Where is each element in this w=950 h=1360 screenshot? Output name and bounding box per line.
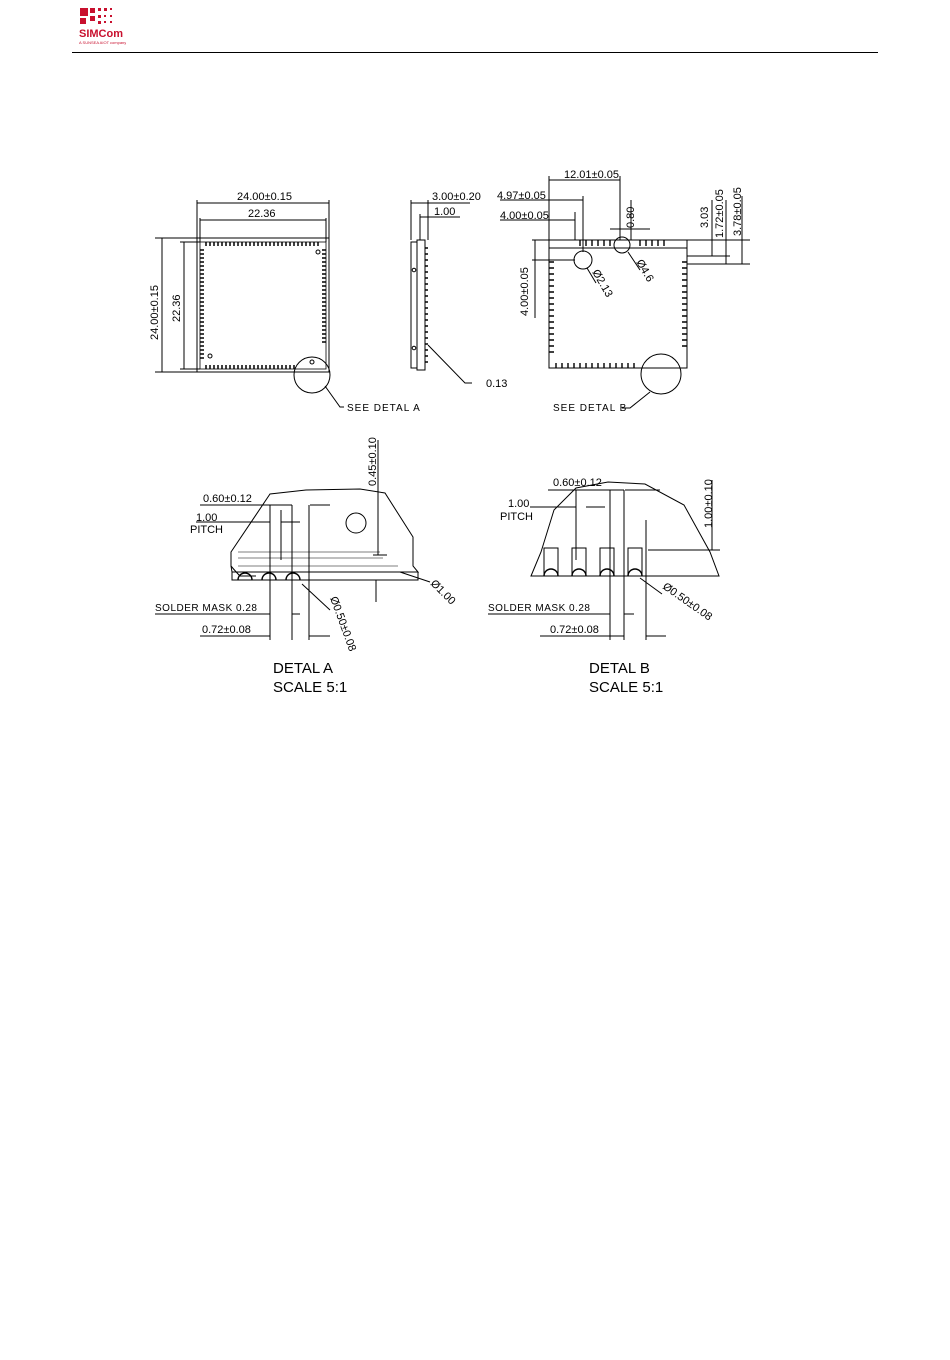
bottom-d6: 1.72±0.05 (714, 189, 726, 238)
detail-a-pitch-value: 1.00 (196, 512, 218, 524)
detail-a-title: DETAL A (273, 660, 334, 677)
side-board: 1.00 (434, 206, 456, 218)
logo-subtext: A SUNSEA AIOT company (79, 40, 126, 45)
detail-a-width: 0.72±0.08 (202, 624, 251, 636)
logo-text: SIMCom (79, 28, 123, 40)
detail-b-scale: SCALE 5:1 (589, 679, 664, 696)
detail-b-height: 1.00±0.10 (703, 479, 715, 528)
bottom-hole1: Ø2.13 (589, 267, 615, 300)
detail-b-pitch-label: PITCH (500, 511, 533, 523)
detail-a-scale: SCALE 5:1 (273, 679, 348, 696)
detail-b-solder: SOLDER MASK 0.28 (488, 603, 591, 614)
detail-b-pitch-value: 1.00 (508, 498, 530, 510)
detail-b-title: DETAL B (589, 660, 650, 677)
see-detail-a: SEE DETAL A (347, 403, 421, 414)
top-height-overall: 24.00±0.15 (149, 285, 161, 340)
detail-a-hole: Ø1.00 (427, 577, 458, 608)
detail-a-height: 0.45±0.10 (367, 437, 379, 486)
top-width-inner: 22.36 (248, 208, 276, 220)
bottom-d8: 4.00±0.05 (519, 267, 531, 316)
bottom-d3: 4.00±0.05 (500, 210, 549, 222)
detail-b-radius: Ø0.50±0.08 (660, 580, 715, 624)
bottom-d1: 12.01±0.05 (564, 169, 619, 181)
see-detail-b: SEE DETAL B (553, 403, 628, 414)
top-height-inner: 22.36 (171, 294, 183, 322)
bottom-hole2: Ø4.6 (633, 257, 656, 285)
bottom-d4: 0.80 (625, 206, 637, 228)
detail-a-radius: Ø0.50±0.08 (327, 594, 359, 653)
bottom-d2: 4.97±0.05 (497, 190, 546, 202)
bottom-d7: 3.78±0.05 (732, 187, 744, 236)
side-view (411, 200, 472, 383)
detail-a-pad: 0.60±0.12 (203, 493, 252, 505)
top-view (155, 200, 344, 407)
side-thickness: 3.00±0.20 (432, 191, 481, 203)
top-width-overall: 24.00±0.15 (237, 191, 292, 203)
side-flatness: 0.13 (486, 378, 508, 390)
detail-b-pad: 0.60±0.12 (553, 477, 602, 489)
detail-b-width: 0.72±0.08 (550, 624, 599, 636)
detail-a-solder: SOLDER MASK 0.28 (155, 603, 258, 614)
bottom-d5: 3.03 (699, 206, 711, 228)
detail-a-pitch-label: PITCH (190, 524, 223, 536)
